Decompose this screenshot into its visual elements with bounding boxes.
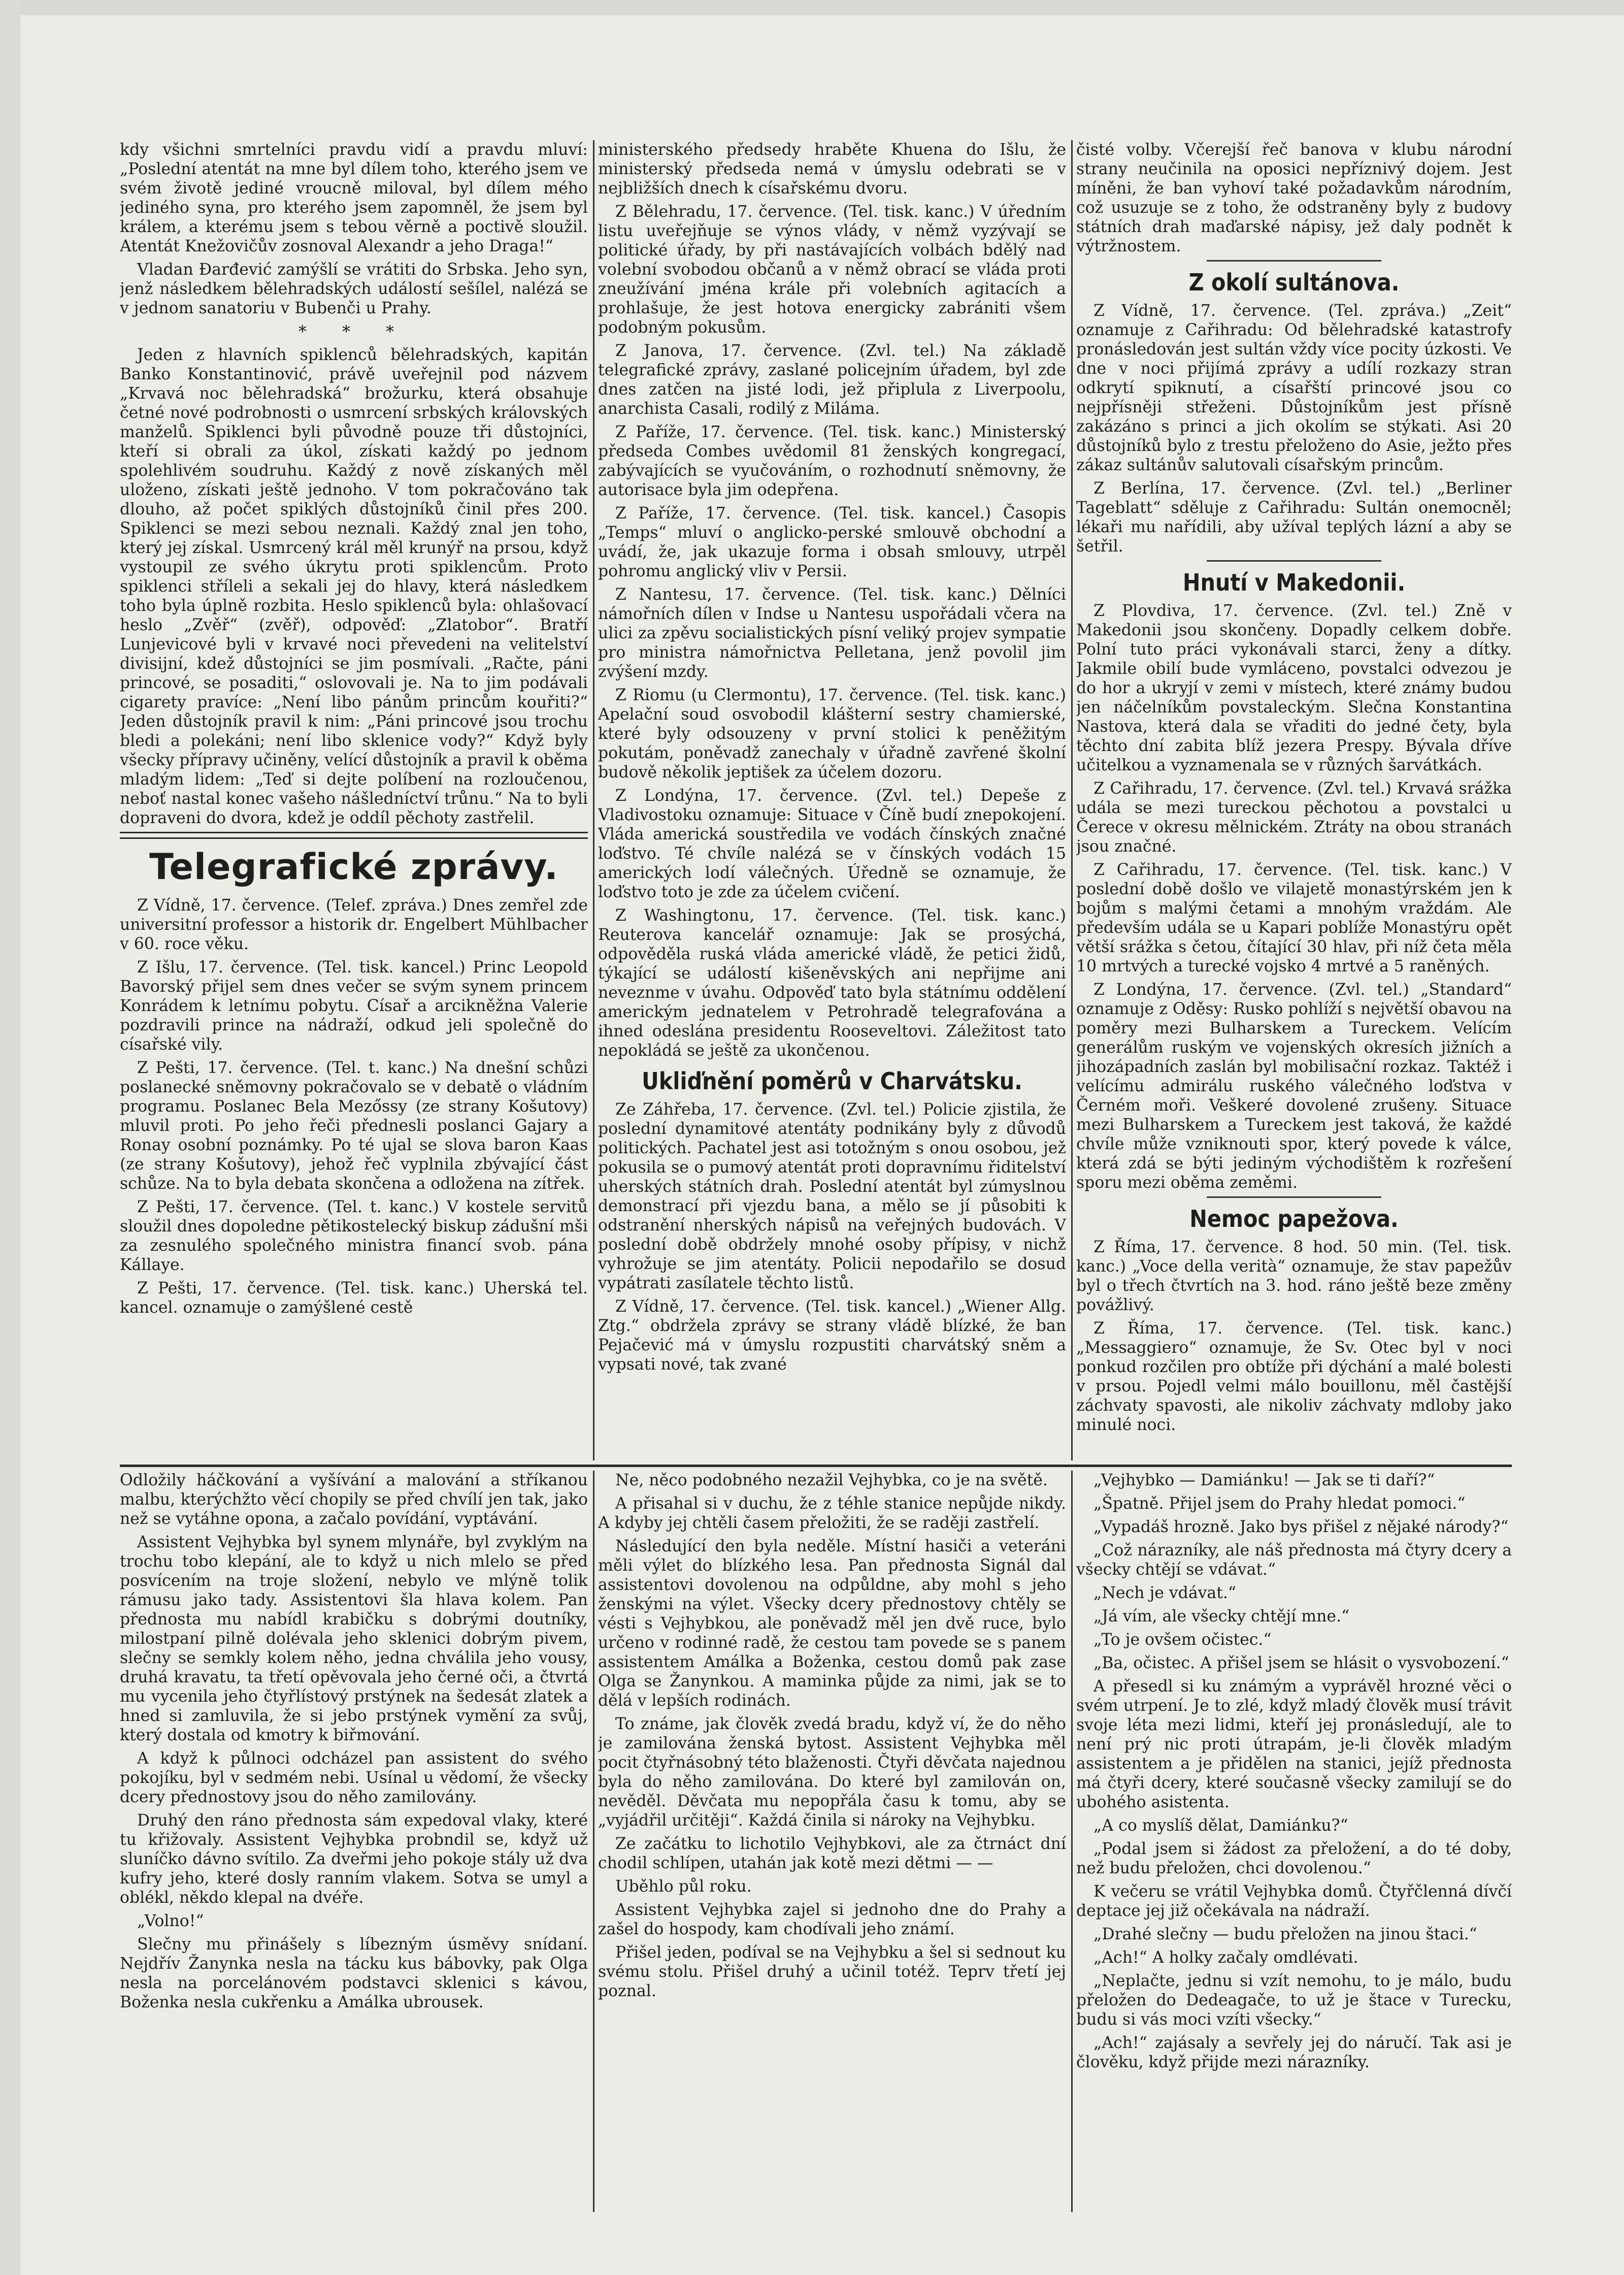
story-paragraph: Odložily háčkování a vyšívání a malování a stříkanou malbu, kterýchžto věcí chopily se před chvílí jen tak, jako než se vytáhne opona, a začalo povídání, vyptávání. <box>120 1471 588 1528</box>
section-rule <box>1207 260 1381 262</box>
telegram-item: Z Vídně, 17. července. (Telef. zpráva.) Dnes zemřel zde universitní professor a historik dr. Engelbert Mühlbacher v 60. roce věku. <box>120 896 588 953</box>
story-paragraph: Ze začátku to lichotilo Vejhybkovi, ale za čtrnáct dní chodil schlípen, utahán jak kotě mezi dětmi — — <box>598 1835 1066 1872</box>
article-paragraph: Vladan Đarđević zamýšlí se vrátiti do Srbska. Jeho syn, jenž následkem bělehradských událostí sešílel, nalézá se v jednom sanatoriu v Bubenči u Prahy. <box>120 261 588 317</box>
column-rule <box>593 140 594 1460</box>
telegram-item: Z Berlína, 17. července. (Zvl. tel.) „Berliner Tageblatt“ sděluje z Cařihradu: Sultán onemocněl; lékaři mu nařídili, aby užíval teplých lázní a aby se šetřil. <box>1076 479 1512 556</box>
telegram-item: Z Riomu (u Clermontu), 17. července. (Tel. tisk. kanc.) Apelační soud osvobodil klášterní sestry chamierské, které byly odsouzeny v první stolici k peněžitým pokutám, poněvadž zanechaly v úřadně zavřené školní budově několik jeptišek za účelem dozoru. <box>598 686 1066 782</box>
story-paragraph: Assistent Vejhybka byl synem mlynáře, byl zvyklým na trochu tobo klepání, ale to když u nich mlelo se před posvícením na troje složení, nebylo ve mlýně tolik rámusu jako tady. Assistentovi šla hlava kolem. Pan přednosta mu nabídl krabičku s dobrými doutníky, milostpaní pilně dolévala jeho sklenici dobrým pivem, slečny se semkly kolem něho, jedna chválila jeho vousy, druhá kravatu, ta třetí opěvovala jeho černé oči, a čtvrtá mu vycenila jeho čtyřlístový prstýnek na šedesát zlatek a hned si zamluvila, že si jebo prstýnek vymění za svůj, který dostala od kmotry k biřmování. <box>120 1533 588 1744</box>
telegram-item: Z Janova, 17. července. (Zvl. tel.) Na základě telegrafické zprávy, zaslané policejním úřadem, byl zde dnes zatčen na jisté lodi, jež připlula z Liverpoolu, anarchista Casali, rodilý z Miláma. <box>598 342 1066 418</box>
story-paragraph: Uběhlo půl roku. <box>615 1877 752 1896</box>
story-paragraph: Ne, něco podobného nezažil Vejhybka, co je na světě. <box>615 1471 1048 1489</box>
section-heading-telegrams: Telegrafické zprávy. <box>149 846 558 888</box>
feuilleton-column-1 <box>120 1471 588 2212</box>
telegram-item: Z Išlu, 17. července. (Tel. tisk. kancel.) Princ Leopold Bavorský přijel sem dnes večer se svým synem princem Konrádem k letnímu pobytu. Císař a arcikněžna Valerie pozdravili prince na nádraží, odkud jeli společně do císařské vily. <box>120 958 588 1054</box>
telegram-item: Z Washingtonu, 17. července. (Tel. tisk. kanc.) Reuterova kancelář oznamuje: Jak se prosýchá, odpověděla ruská vláda americké vládě, že petici židů, týkající se událostí kišeněvských ani nepřijme ani neveznme v úvahu. Odpověď tato byla státnímu oddělení americkým jednatelem v Petrohradě telegrafována a ihned odeslána presidentu Rooseveltovi. Záležitost tato nepokládá se ještě za ukončenou. <box>598 906 1066 1060</box>
story-paragraph: „Volno!“ <box>137 1912 204 1930</box>
article-paragraph: Jeden z hlavních spiklenců bělehradských, kapitán Banko Konstantinović, právě uveřejnil pod názvem „Krvavá noc bělehradská“ brožurku, která obsahuje četné nové podrobnosti o usmrcení srbských královských manželů. Spiklenci byli původně pouze tři důstojníci, kteří si obrali za úkol, získati každý po jednom spolehlivém soudruhu. Každý z nově získaných měl uloženo, získati ještě jednoho. V tom pokračováno tak dlouho, až počet spiklých důstojníků činil přes 200. Spiklenci se mezi sebou neznali. Každý znal jen toho, který jej získal. Usmrcený král měl krunýř na prsou, když vystoupil ze svého úkrytu proti spiklencům. Proto spiklenci stříleli a sekali jej do hlavy, která následkem toho byla úplně rozbita. Heslo spiklenců byla: ohlašovací heslo „Zvěř“ (zvěř), odpověď: „Zlatobor“. Bratří Lunjevicové byli v krvavé noci převedeni na velitelství divisijní, kdež důstojníci se jim posmívali. „Račte, páni princové, se posaditi,“ oslovovali je. Na to jim podávali cigarety pravíce: „Není libo pánům princům kouřiti?“ Jeden důstojník pravil k nim: „Páni princové jsou trochu bledi a polekáni; není libo sklenice vody?“ Když byly všecky přípravy učiněny, velící důstojník a pravil k oběma mladým lidem: „Teď si dejte políbení na rozloučenou, neboť nastal konec vašeho nášledníctví trůnu.“ Na to byli dopraveni do dvora, kdež je oddíl pěchoty zastřelil. <box>120 346 588 827</box>
news-column-2 <box>598 140 1066 1460</box>
scan-left-edge <box>0 0 20 2275</box>
section-heading-sultan: Z okolí sultánova. <box>1188 269 1400 296</box>
telegram-item: Z Vídně, 17. července. (Tel. zpráva.) „Zeit“ oznamuje z Cařihradu: Od bělehradské katastrofy pronásledován jest sultán vždy více pocity úzkosti. Ve dne v noci přijímá zprávy a udílí rozkazy stran odkrytí spiknutí, a císařští princové jsou co nejpřísněji střeženi. Důstojníkům jest přísně zakázáno s princi a jich okolím se stýkati. Asi 20 důstojníků bylo z trestu přeloženo do Asie, ježto přes zákaz sultánův salutovali císařským princům. <box>1076 302 1512 474</box>
column-rule <box>1071 140 1073 1460</box>
telegram-item: Z Plovdiva, 17. července. (Zvl. tel.) Zně v Makedonii jsou skončeny. Dopadly celkem dobře. Polní tuto práci vykonávali starci, ženy a dítky. Jakmile obilí bude vymláceno, povstalci odvezou je do hor a ukryjí v zemi v místech, které známy budou jen náčelníkům povstaleckým. Slečna Konstantina Nastova, která dala se vřaditi do jedné čety, byla těchto dní zabita blíž jezera Prespy. Bývala dříve učitelkou a vyznamenala se v různých šarvátkách. <box>1076 602 1512 774</box>
telegram-item: Z Londýna, 17. července. (Zvl. tel.) „Standard“ oznamuje z Oděsy: Rusko pohlíží s největší obavou na poměry mezi Bulharskem a Tureckem. Velícím generálům ruským ve vojenských okresích jižních a jihozápadních zaslán byl mobilisační rozkaz. Taktéž i velícímu admirálu ruského válečného loďstva v Černém moři. Veškeré dovolené zrušeny. Situace mezi Bulharskem a Tureckem jest taková, že každé chvíle může vzniknouti spor, který povede k válce, která zdá se býti jediným východištěm k rozřešení sporu mezi oběma zeměmi. <box>1076 981 1512 1192</box>
telegram-item: ministerského předsedy hraběte Khuena do Išlu, že ministerský předseda nemá v úmyslu odebrati se v nejbližších dnech k císařskému dvoru. <box>598 141 1066 198</box>
story-paragraph: „A co myslíš dělat, Damiánku?“ <box>1093 1816 1348 1835</box>
news-section <box>120 140 1512 1460</box>
feuilleton-divider <box>120 1465 1512 1467</box>
telegram-item: Z Pešti, 17. července. (Tel. t. kanc.) V kostele servitů sloužil dnes dopoledne pětikostelecký biskup zádušní mši za zesnulého společného ministra financí svob. pána Kállaye. <box>120 1198 588 1274</box>
telegram-item: Z Říma, 17. července. (Tel. tisk. kanc.) „Messaggiero“ oznamuje, že Sv. Otec byl v noci ponkud rozčilen pro obtíže při dýchání a malé bolesti v prsou. Pojedl velmi málo bouillonu, měl častější záchvaty spavosti, ale nikoliv záchvaty mdloby jako minulé noci. <box>1076 1319 1512 1434</box>
telegram-item: Z Paříže, 17. července. (Tel. tisk. kancel.) Časopis „Temps“ mluví o anglicko-perské smlouvě obchodní a uvádí, že, jak ukazuje forma i obsah smlouvy, utrpěl pohromu anglický vliv v Persii. <box>598 504 1066 580</box>
feuilleton-section <box>120 1471 1512 2212</box>
scan-top-edge <box>0 0 1624 15</box>
telegram-item: Z Pešti, 17. července. (Tel. t. kanc.) Na dnešní schůzi poslanecké sněmovny pokračovalo se v debatě o vládním programu. Poslanec Bela Mezőssy (ze strany Košutovy) mluvil proti. Po jeho řeči přednesli poslanci Gajary a Ronay osobní poznámky. Po té ujal se slova baron Kaas (ze strany Košutovy), jehož řeč vyplnila zbývající část schůze. Na to byla debata skončena a odložena na zítřek. <box>120 1059 588 1193</box>
telegram-item: Z Pešti, 17. července. (Tel. tisk. kanc.) Uherská tel. kancel. oznamuje o zamýšlené cestě <box>120 1279 588 1317</box>
section-rule <box>1207 560 1381 562</box>
column-rule <box>593 1471 594 2212</box>
section-heading-macedonia: Hnutí v Makedonii. <box>1182 569 1406 596</box>
story-paragraph: „Podal jsem si žádost za přeložení, a do té doby, než budu přeložen, chci dovolenou.“ <box>1076 1840 1512 1877</box>
section-divider <box>120 832 588 839</box>
story-paragraph: A přesedl si ku známým a vyprávěl hrozné věci o svém utrpení. Je to zlé, když mladý člověk musí trávit svoje léta mezi lidmi, kteří jej pronásledují, ale to není prý nic proti útrapám, je-li člověk mladým assistentem a je přidělen na stanici, jejíž přednosta má čtyři dcery, které současně všecky zamilují se do ubohého asistenta. <box>1076 1677 1512 1811</box>
news-column-3 <box>1076 140 1512 1460</box>
telegram-item: Z Londýna, 17. července. (Zvl. tel.) Depeše z Vladivostoku oznamuje: Situace v Číně budí znepokojení. Vláda americká soustředila ve vodách čínských značné loďstvo. Té chvíle nalézá se v čínských vodách 15 amerických lodí válečných. Úředně se oznamuje, že loďstvo toto je zde za účelem cvičení. <box>598 787 1066 901</box>
story-paragraph: „Vejhybko — Damiánku! — Jak se ti daří?“ <box>1093 1471 1435 1489</box>
story-paragraph: Druhý den ráno přednosta sám expedoval vlaky, které tu křižovaly. Assistent Vejhybka probndil se, když už sluníčko dávno svítilo. Za dveřmi jeho pokoje stály už dva kufry jeho, které dosly ranním vlakem. Sotva se umyl a oblékl, někdo klepal na dvéře. <box>120 1811 588 1907</box>
story-paragraph: „Já vím, ale všecky chtějí mne.“ <box>1093 1607 1350 1626</box>
telegram-item: Ze Záhřeba, 17. července. (Zvl. tel.) Policie zjistila, že poslední dynamitové atentáty podnikány byly z důvodů politických. Pachatel jest asi totožným s onou osobou, jež pokusila se o pumový atentát proti dopravnímu řiditelství uherských státních drah. Poslední atentát byl zúmyslnou demonstrací při vjezdu bana, a mělo se jí působiti k odstranění nherských nápisů na veřejných budovách. V poslední době obdržely mnohé osoby přípisy, v nichž vyhrožuje se jim atentáty. Policii nepodařilo se dosud vypátrati zasílatele těchto listů. <box>598 1100 1066 1292</box>
story-paragraph: „To je ovšem očistec.“ <box>1093 1631 1272 1649</box>
story-paragraph: „Neplačte, jednu si vzít nemohu, to je málo, budu přeložen do Dedeagače, to už je štace v Turecku, budu si vás moci vzíti všecky.“ <box>1076 1972 1512 2029</box>
section-heading-pope: Nemoc papežova. <box>1189 1205 1399 1232</box>
section-heading-croatia: Ukliďnění poměrů v Charvátsku. <box>642 1067 1022 1095</box>
story-paragraph: „Nech je vdávat.“ <box>1093 1584 1236 1602</box>
story-paragraph: K večeru se vrátil Vejhybka domů. Čtyřčlenná dívčí deptace jej již očekávala na nádraží. <box>1076 1882 1512 1920</box>
section-stars: * * * <box>298 322 410 341</box>
story-paragraph: A přisahal si v duchu, že z téhle stanice nepůjde nikdy. A kdyby jej chtěli časem přeložiti, že se raději zastřelí. <box>598 1494 1066 1532</box>
telegram-item: Z Paříže, 17. července. (Tel. tisk. kanc.) Ministerský předseda Combes uvědomil 81 ženských kongregací, zabývajících se vyučováním, o rozhodnutí sněmovny, že autorisace byla jim odepřena. <box>598 423 1066 499</box>
story-paragraph: Přišel jeden, podíval se na Vejhybku a šel si sednout ku svému stolu. Přišel druhý a učinil totéž. Teprv třetí jej poznal. <box>598 1943 1066 2000</box>
telegram-item: Z Nantesu, 17. července. (Tel. tisk. kanc.) Dělníci námořních dílen v Indse u Nantesu uspořádali včera na ulici za zpěvu socialistických písní veliký projev sympatie pro ministra námořnictva Pelletana, jenž povolil jim zvýšení mzdy. <box>598 586 1066 681</box>
story-paragraph: A když k půlnoci odcházel pan assistent do svého pokojíku, byl v sedmém nebi. Usínal u vědomí, že všecky dcery přednostovy jsou do něho zamilovány. <box>120 1749 588 1806</box>
story-paragraph: Následující den byla neděle. Místní hasiči a veteráni měli výlet do blízkého lesa. Pan přednosta Signál dal assistentovi dovolenou na odpůldne, aby mohl s jeho ženskými na výlet. Všecky dcery přednostovy chtěly se vésti s Vejhybkou, ale poněvadž měl jen dvě ruce, bylo určeno v rodinné radě, že cestou tam povede se s panem assistentem Amálka a Boženka, cestou domů pak zase Olga se Žanynkou. A maminka půjde za nimi, jak se to dělá v lepších rodinách. <box>598 1537 1066 1710</box>
story-paragraph: „Což nárazníky, ale náš přednosta má čtyry dcery a všecky chtějí se vdávat.“ <box>1076 1541 1512 1579</box>
telegram-item: Z Cařihradu, 17. července. (Zvl. tel.) Krvavá srážka udála se mezi tureckou pěchotou a povstalci u Čerece v okresu mělnickém. Ztráty na obou stranách jsou značné. <box>1076 779 1512 856</box>
telegram-item: Z Cařihradu, 17. července. (Tel. tisk. kanc.) V poslední době došlo ve vilajetě monastýrském jen k bojům s malými četami a mnohým vraždám. Ale především udála se u Kapari poblíže Monastýru opět větší srážka s četou, čítající 30 hlav, při níž četa měla 10 mrtvých a turecké vojsko 4 mrtvé a 5 raněných. <box>1076 861 1512 976</box>
story-paragraph: „Vypadáš hrozně. Jako bys přišel z nějaké národy?“ <box>1093 1518 1509 1536</box>
news-column-1 <box>120 140 588 1460</box>
story-paragraph: Assistent Vejhybka zajel si jednoho dne do Prahy a zašel do hospody, kam chodívali jeho známí. <box>598 1901 1066 1938</box>
story-paragraph: Slečny mu přinášely s líbezným úsměvy snídaní. Nejdřív Žanynka nesla na tácku kus bábovky, pak Olga nesla na porcelánovém podstavci sklenici s kávou, Boženka nesla cukřenku a Amálka ubrousek. <box>120 1935 588 2011</box>
feuilleton-column-3 <box>1076 1471 1512 2212</box>
feuilleton-column-2 <box>598 1471 1066 2212</box>
story-paragraph: „Ach!“ zajásaly a sevřely jej do náručí. Tak asi je člověku, když přijde mezi nárazníky. <box>1076 2034 1512 2071</box>
story-paragraph: „Drahé slečny — budu přeložen na jinou štaci.“ <box>1093 1925 1477 1943</box>
column-rule <box>1071 1471 1073 2212</box>
telegram-item: čisté volby. Včerejší řeč banova v klubu národní strany neučinila na oposici nepříznivý dojem. Jest míněni, že ban vyhoví také požadavkům národním, což usuzuje se z toho, že odstraněny byly z budovy státních drah maďarské nápisy, jež daly podnět k výtržnostem. <box>1076 141 1512 255</box>
article-paragraph: kdy všichni smrtelníci pravdu vidí a pravdu mluví: „Poslední atentát na mne byl dílem toho, kterého jsem ve svém životě jediné vroucně miloval, byl dílem mého jediného syna, pro kterého jsem zapomněl, že jsem byl králem, a kterému jsem s tebou věrně a poctivě sloužil. Atentát Knežovičův zosnoval Alexandr a jeho Draga!“ <box>120 141 588 255</box>
section-rule <box>1207 1196 1381 1198</box>
story-paragraph: „Špatně. Přijel jsem do Prahy hledat pomoci.“ <box>1093 1494 1466 1513</box>
story-paragraph: „Ach!“ A holky začaly omdlévati. <box>1093 1948 1358 1967</box>
telegram-item: Z Říma, 17. července. 8 hod. 50 min. (Tel. tisk. kanc.) „Voce della verità“ oznamuje, že stav papežův byl o třech čtvrtích na 3. hod. ráno ještě beze změny povážlivý. <box>1076 1238 1512 1314</box>
telegram-item: Z Bělehradu, 17. července. (Tel. tisk. kanc.) V úředním listu uveřejňuje se výnos vlády, v němž vyzývají se politické úřady, by při nastávajících volbách bdělý nad volební svobodou občanů a v němž obrací se vláda proti zneužívání jména krále při volebních agitacích a prohlašuje, že jest hotova energicky zabrániti všem podobným pokusům. <box>598 203 1066 337</box>
story-paragraph: To známe, jak člověk zvedá bradu, když ví, že do něho je zamilována ženská bytost. Assistent Vejhybka měl pocit čtyřnásobný této blaženosti. Čtyři děvčata najednou byla do něho zamilována. Do které byl zamilován on, nevěděl. Děvčata mu nepopřála času k tomu, aby se „vyjádřil určitěji“. Každá činila si nároky na Vejhybku. <box>598 1715 1066 1830</box>
telegram-item: Z Vídně, 17. července. (Tel. tisk. kancel.) „Wiener Allg. Ztg.“ obdržela zprávy se strany vládě blízké, že ban Pejačević má v úmyslu rozpustiti charvátský sněm a vypsati nové, tak zvané <box>598 1297 1066 1374</box>
story-paragraph: „Ba, očistec. A přišel jsem se hlásit o vysvobození.“ <box>1093 1654 1509 1672</box>
